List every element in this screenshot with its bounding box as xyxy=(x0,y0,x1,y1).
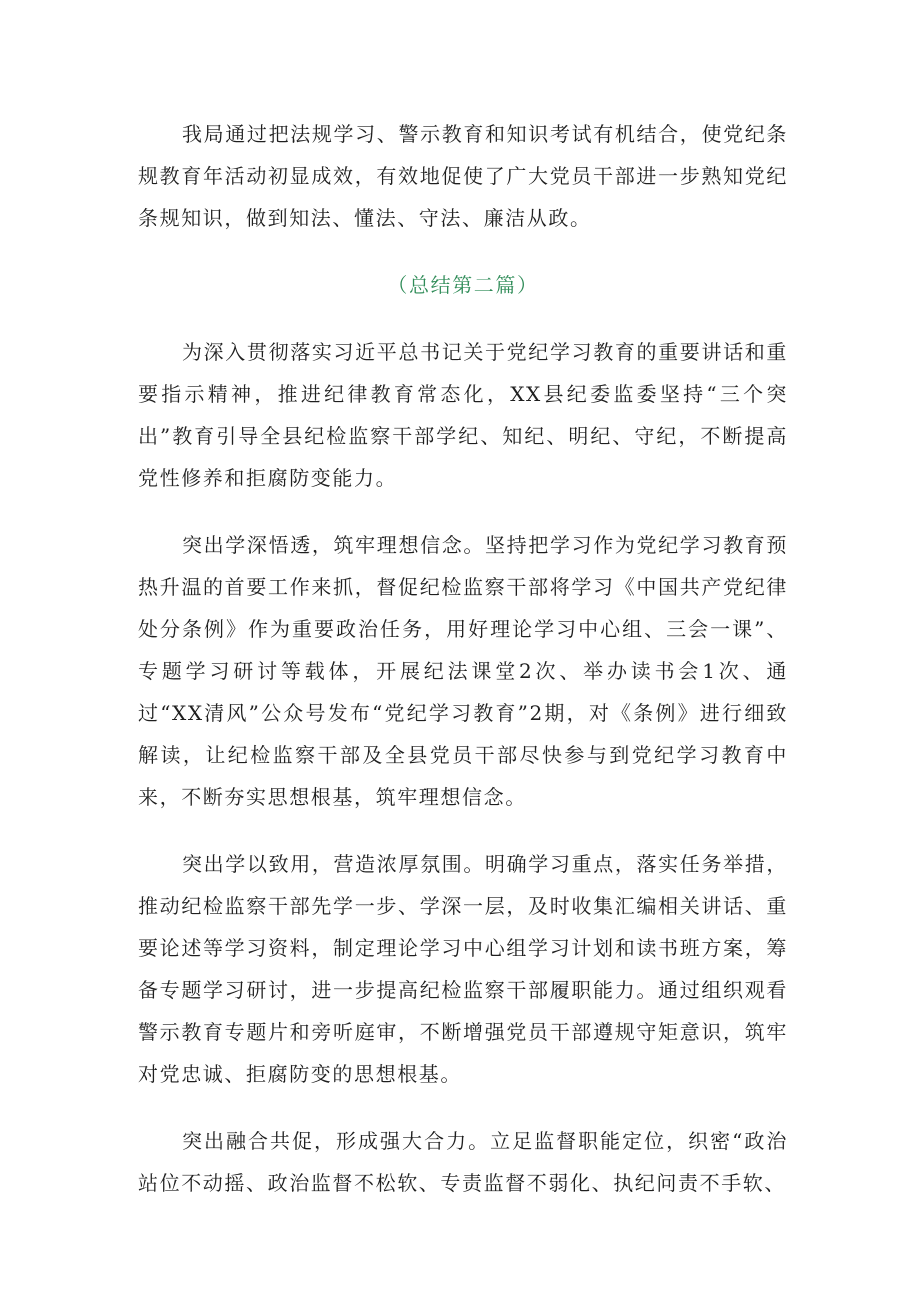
paragraph-integration: 突出融合共促，形成强大合力。立足监督职能定位，织密“政治站位不动摇、政治监督不松软、专责监督不弱化、执纪问责不手软、 xyxy=(138,1129,788,1195)
section-heading: （总结第二篇） xyxy=(387,273,539,297)
paragraph-study-deeply: 突出学深悟透，筑牢理想信念。坚持把学习作为党纪学习教育预热升温的首要工作来抓，督促纪检监察干部将学习《中国共产党纪律处分条例》作为重要政治任务，用好理论学习中心组、三会一课”、专题学习研讨等载体，开展纪法课堂2次、举办读书会1次、通过“XX清风”公众号发布“党纪学习教育”2期，对《条例》进行细致解读，让纪检监察干部及全县党员干部尽快参与到党纪学习教育中来，不断夯实思想根基，筑牢理想信念。 xyxy=(138,533,788,809)
paragraph-overview: 为深入贯彻落实习近平总书记关于党纪学习教育的重要讲话和重要指示精神，推进纪律教育常态化，XX县纪委监委坚持“三个突出”教育引导全县纪检监察干部学纪、知纪、明纪、守纪，不断提高党性修养和拒腐防变能力。 xyxy=(138,340,788,490)
paragraph-apply-learning: 突出学以致用，营造浓厚氛围。明确学习重点，落实任务举措，推动纪检监察干部先学一步、学深一层，及时收集汇编相关讲话、重要论述等学习资料，制定理论学习中心组学习计划和读书班方案，筹备专题学习研讨，进一步提高纪检监察干部履职能力。通过组织观看警示教育专题片和旁听庭审，不断增强党员干部遵规守矩意识，筑牢对党忠诚、拒腐防变的思想根基。 xyxy=(138,852,788,1086)
document-body xyxy=(138,113,788,1204)
paragraph-intro-summary: 我局通过把法规学习、警示教育和知识考试有机结合，使党纪条规教育年活动初显成效，有效地促使了广大党员干部进一步熟知党纪条规知识，做到知法、懂法、守法、廉洁从政。 xyxy=(138,122,788,230)
